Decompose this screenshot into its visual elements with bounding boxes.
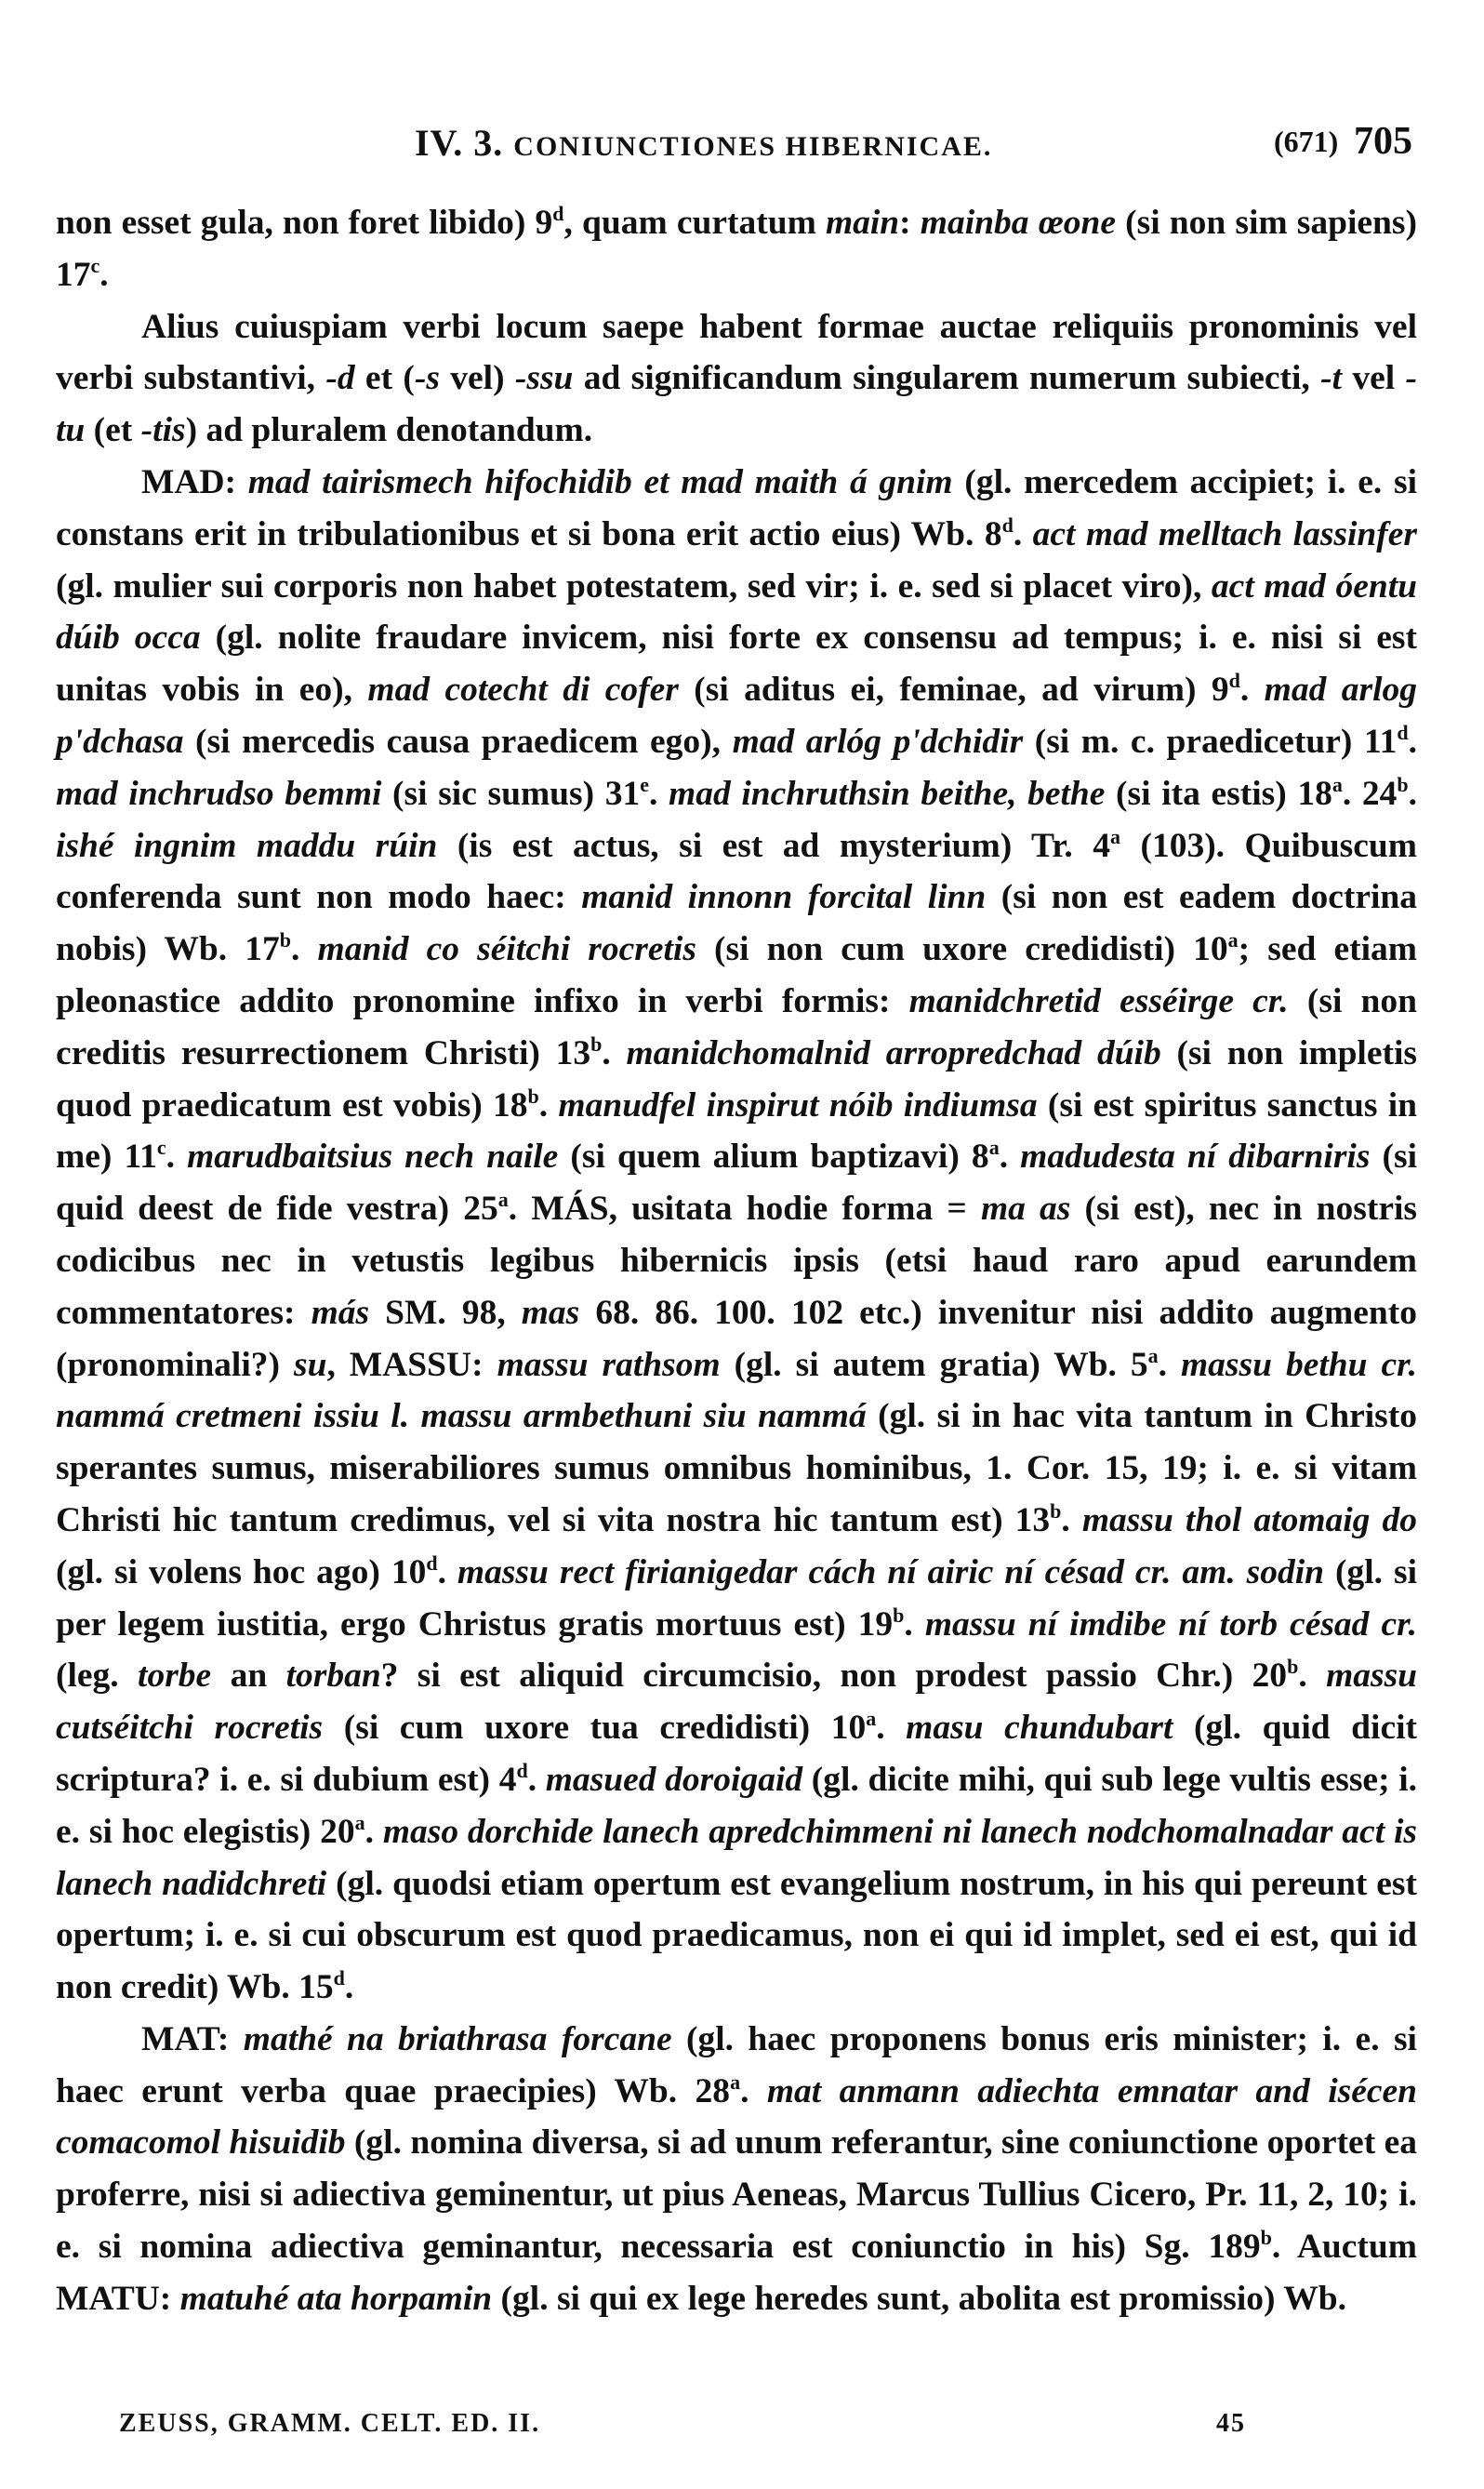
paragraph-continuation: non esset gula, non foret libido) 9$^d$, quam curtatum main: mainba œone (si non sim sapiens) 17$^c$. [56, 202, 1417, 294]
paragraph-mat: MAT: mathé na briathrasa forcane (gl. haec proponens bonus eris minister; i. e. si haec erunt verba quae praecipies) Wb. 28$^a$. mat anmann adiechta emnatar and isécen comacomol hisuidib (gl. nomina diversa, si ad unum referantur, sine coniunctione oportet ea proferre, nisi si adiectiva geminentur, ut pius Aeneas, Marcus Tullius Cicero, Pr. 11, 2, 10; i. e. si nomina adiectiva geminantur, necessaria est coniunctio in his) Sg. 189$^b$. Auctum MATU: matuhé ata horpamin (gl. si qui ex lege heredes sunt, abolita est promissio) Wb. [56, 2019, 1417, 2318]
original-page-number: (671) [1274, 125, 1339, 158]
page-footer [119, 2409, 1309, 2456]
running-title [415, 121, 992, 165]
printer-signature: ZEUSS, GRAMM. CELT. ED. II. [119, 2409, 541, 2438]
page-number: 705 [1354, 120, 1412, 163]
chapter-title: CONIUNCTIONES HIBERNICAE. [513, 131, 993, 162]
section-number: IV. 3. [415, 122, 504, 164]
paragraph-alius: Alius cuiuspiam verbi locum saepe habent formae auctae reliquiis pronominis vel verbi substantivi, -d et (-s vel) -ssu ad significandum singularem numerum subiecti, -t vel -tu (et -tis) ad pluralem denotandum. [56, 307, 1417, 450]
sheet-number: 45 [1216, 2409, 1246, 2438]
running-header [102, 113, 1413, 179]
paragraph-mad: MAD: mad tairismech hifochidib et mad maith á gnim (gl. mercedem accipiet; i. e. si constans erit in tribulationibus et si bona erit actio eius) Wb. 8$^d$. act mad melltach lassinfer (gl. mulier sui corporis non habet potestatem, sed vir; i. e. sed si placet viro), act mad óentu dúib occa (gl. nolite fraudare invicem, nisi forte ex consensu ad tempus; i. e. nisi si est unitas vobis in eo), mad cotecht di cofer (si aditus ei, feminae, ad virum) 9$^d$. mad arlog p'dchasa (si mercedis causa praedicem ego), mad arlóg p'dchidir (si m. c. praedicetur) 11$^d$. mad inchrudso bemmi (si sic sumus) 31e. mad inchruthsin beithe, bethe (si ita estis) 18$^a$. 24$^b$. ishé ingnim maddu rúin (is est actus, si est ad mysterium) Tr. 4$^a$ (103). Quibuscum conferenda sunt non modo haec: manid innonn forcital linn (si non est eadem doctrina nobis) Wb. 17$^b$. manid co séitchi rocretis (si non cum uxore credidisti) 10$^a$; sed etiam pleonastice addito pronomine infixo in verbi formis: manidchretid esséirge cr. (si non creditis resurrectionem Christi) 13$^b$. manidchomalnid arropredchad dúib (si non impletis quod praedicatum est vobis) 18$^b$. manudfel inspirut nóib indiumsa (si est spiritus sanctus in me) 11$^c$. marudbaitsius nech naile (si quem alium baptizavi) 8$^a$. madudesta ní dibarniris (si quid deest de fide vestra) 25$^a$. MÁS, usitata hodie forma = ma as (si est), nec in nostris codicibus nec in vetustis legibus hibernicis ipsis (etsi haud raro apud earundem commentatores: más SM. 98, mas 68. 86. 100. 102 etc.) invenitur nisi addito augmento (pronominali?) su, MASSU: massu rathsom (gl. si autem gratia) Wb. 5$^a$. massu bethu cr. nammá cretmeni issiu l. massu armbethuni siu nammá (gl. si in hac vita tantum in Christo sperantes sumus, miserabiliores sumus omnibus hominibus, 1. Cor. 15, 19; i. e. si vitam Christi hic tantum credimus, vel si vita nostra hic tantum est) 13$^b$. massu thol atomaig do (gl. si volens hoc ago) 10$^d$. massu rect firianigedar cách ní airic ní césad cr. am. sodin (gl. si per legem iustitia, ergo Christus gratis mortuus est) 19$^b$. massu ní imdibe ní torb césad cr. (leg. torbe an torban? si est aliquid circumcisio, non prodest passio Chr.) 20$^b$. massu cutséitchi rocretis (si cum uxore tua credidisti) 10$^a$. masu chundubart (gl. quid dicit scriptura? i. e. si dubium est) 4$^d$. masued doroigaid (gl. dicite mihi, qui sub lege vultis esse; i. e. si hoc elegistis) 20$^a$. maso dorchide lanech apredchimmeni ni lanech nodchomalnadar act is lanech nadidchreti (gl. quodsi etiam opertum est evangelium nostrum, in his qui pereunt est opertum; i. e. si cui obscurum est quod praedicamus, non ei qui id implet, sed ei est, qui id non credit) Wb. 15$^d$. [56, 462, 1418, 2007]
body-text [56, 197, 1417, 2325]
